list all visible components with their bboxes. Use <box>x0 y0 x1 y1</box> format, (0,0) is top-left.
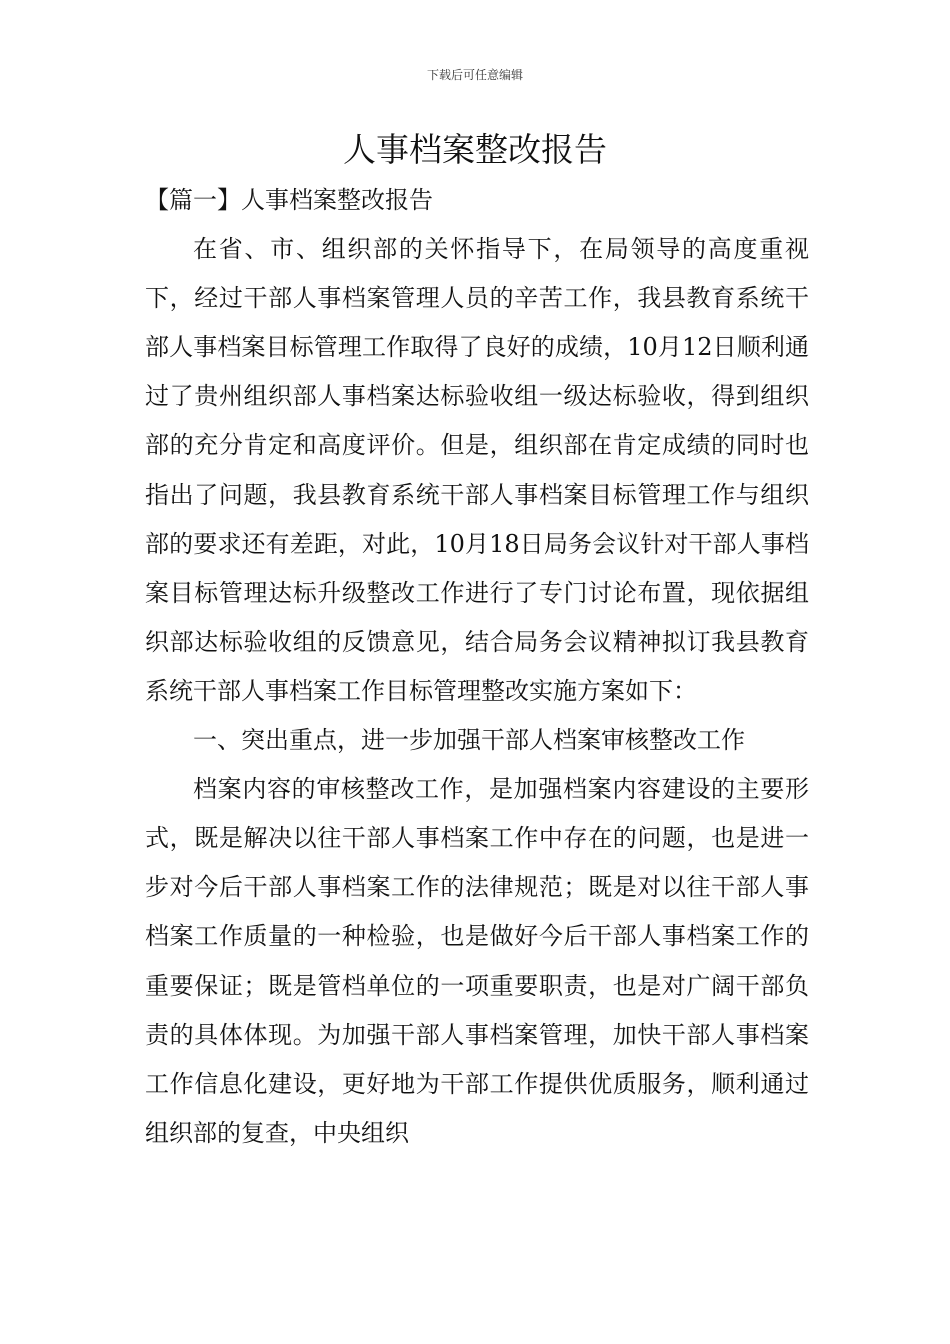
header-note: 下载后可任意编辑 <box>426 68 523 82</box>
paragraph-body: 档案内容的审核整改工作，是加强档案内容建设的主要形式，既是解决以往干部人事档案工作中存在的问题，也是进一步对今后干部人事档案工作的法律规范；既是对以往干部人事档案工作质量的一种检验，也是做好今后干部人事档案工作的重要保证；既是管档单位的一项重要职责，也是对广阔干部负责的具体体现。为加强干部人事档案管理，加快干部人事档案工作信息化建设，更好地为干部工作提供优质服务，顺利通过组织部的复查，中央组织 <box>145 775 809 1147</box>
document-body <box>145 176 809 1158</box>
paragraph-intro: 在省、市、组织部的关怀指导下，在局领导的高度重视下，经过干部人事档案管理人员的辛苦工作，我县教育系统干部人事档案目标管理工作取得了良好的成绩，10月12日顺利通过了贵州组织部人事档案达标验收组一级达标验收，得到组织部的充分肯定和高度评价。但是，组织部在肯定成绩的同时也指出了问题，我县教育系统干部人事档案目标管理工作与组织部的要求还有差距，对此，10月18日局务会议针对干部人事档案目标管理达标升级整改工作进行了专门讨论布置，现依据组织部达标验收组的反馈意见，结合局务会议精神拟订我县教育系统干部人事档案工作目标管理整改实施方案如下： <box>145 235 809 705</box>
document-title: 人事档案整改报告 <box>343 130 607 169</box>
paragraph-subheading: 一、突出重点，进一步加强干部人档案审核整改工作 <box>193 726 745 755</box>
section-heading: 【篇一】人事档案整改报告 <box>145 186 433 214</box>
